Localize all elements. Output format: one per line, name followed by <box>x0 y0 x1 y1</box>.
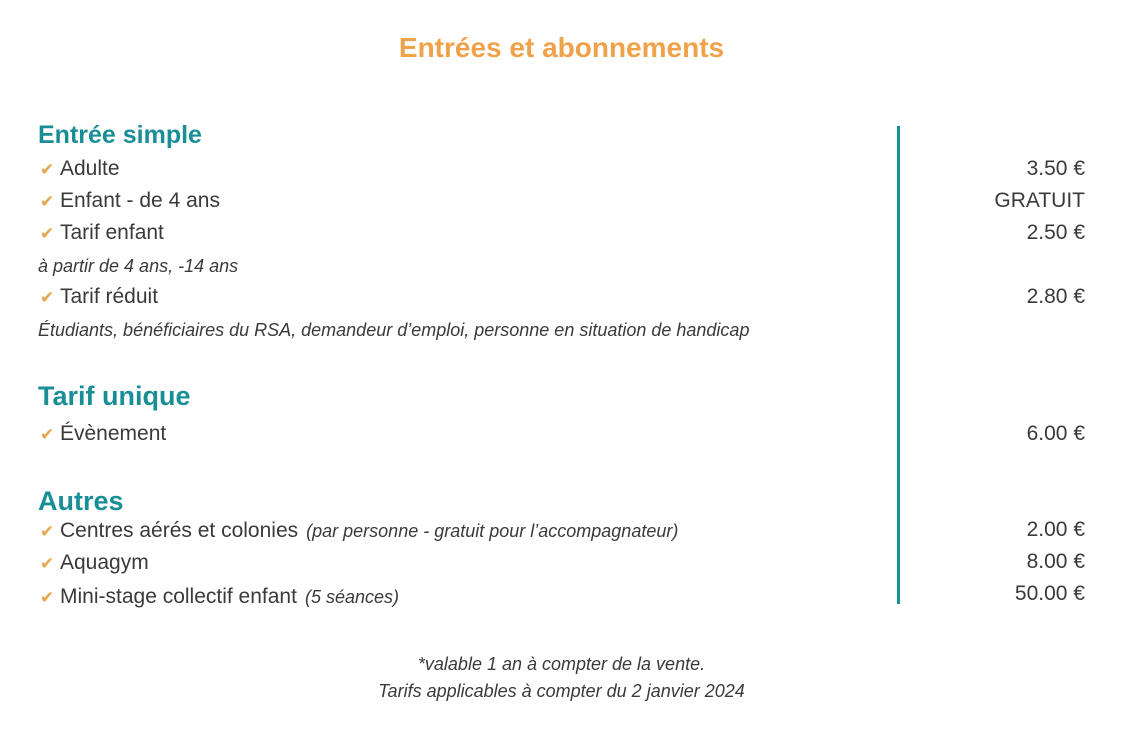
item-label: Mini-stage collectif enfant <box>60 585 297 608</box>
checkmark-icon: ✔ <box>40 160 55 179</box>
checkmark-icon: ✔ <box>40 288 55 307</box>
footer-validity: *valable 1 an à compter de la vente. <box>417 654 706 674</box>
item-label: Enfant - de 4 ans <box>60 189 220 212</box>
item-note: à partir de 4 ans, -14 ans <box>38 256 239 276</box>
price-item-enfant-moins-4 <box>40 189 220 213</box>
price-item-evenement <box>40 422 166 446</box>
item-note: Étudiants, bénéficiaires du RSA, demandeur d’emploi, personne en situation de handicap <box>38 320 750 340</box>
checkmark-icon: ✔ <box>40 425 55 444</box>
item-price: GRATUIT <box>994 189 1085 212</box>
item-price: 2.00 € <box>1026 518 1085 541</box>
checkmark-icon: ✔ <box>40 522 55 541</box>
price-item-mini-stage <box>40 585 399 609</box>
section-heading-tarif-unique: Tarif unique <box>38 381 191 411</box>
price-item-tarif-reduit <box>40 285 158 309</box>
section-heading-autres: Autres <box>38 486 124 516</box>
item-label: Centres aérés et colonies <box>60 519 299 542</box>
footer-effective-date: Tarifs applicables à compter du 2 janvier 2024 <box>378 681 745 701</box>
price-item-centres-aeres <box>40 519 678 543</box>
item-price: 8.00 € <box>1026 550 1085 573</box>
checkmark-icon: ✔ <box>40 554 55 573</box>
item-price: 3.50 € <box>1026 157 1085 180</box>
checkmark-icon: ✔ <box>40 192 55 211</box>
section-heading-entree-simple: Entrée simple <box>38 121 202 149</box>
price-item-adulte <box>40 157 120 181</box>
checkmark-icon: ✔ <box>40 588 55 607</box>
item-price: 50.00 € <box>1014 582 1085 605</box>
price-item-aquagym <box>40 551 149 575</box>
item-label: Évènement <box>60 422 167 445</box>
item-price: 2.50 € <box>1026 221 1085 244</box>
item-detail: (par personne - gratuit pour l’accompagnateur) <box>306 521 679 541</box>
price-item-tarif-enfant <box>40 221 164 245</box>
item-label: Tarif enfant <box>60 221 164 244</box>
item-detail: (5 séances) <box>304 587 399 607</box>
column-divider <box>897 126 900 604</box>
item-price: 2.80 € <box>1026 285 1085 308</box>
page-title: Entrées et abonnements <box>398 32 725 63</box>
item-label: Aquagym <box>60 551 149 574</box>
item-label: Tarif réduit <box>60 285 159 308</box>
item-price: 6.00 € <box>1026 422 1085 445</box>
checkmark-icon: ✔ <box>40 224 55 243</box>
item-label: Adulte <box>60 157 120 180</box>
